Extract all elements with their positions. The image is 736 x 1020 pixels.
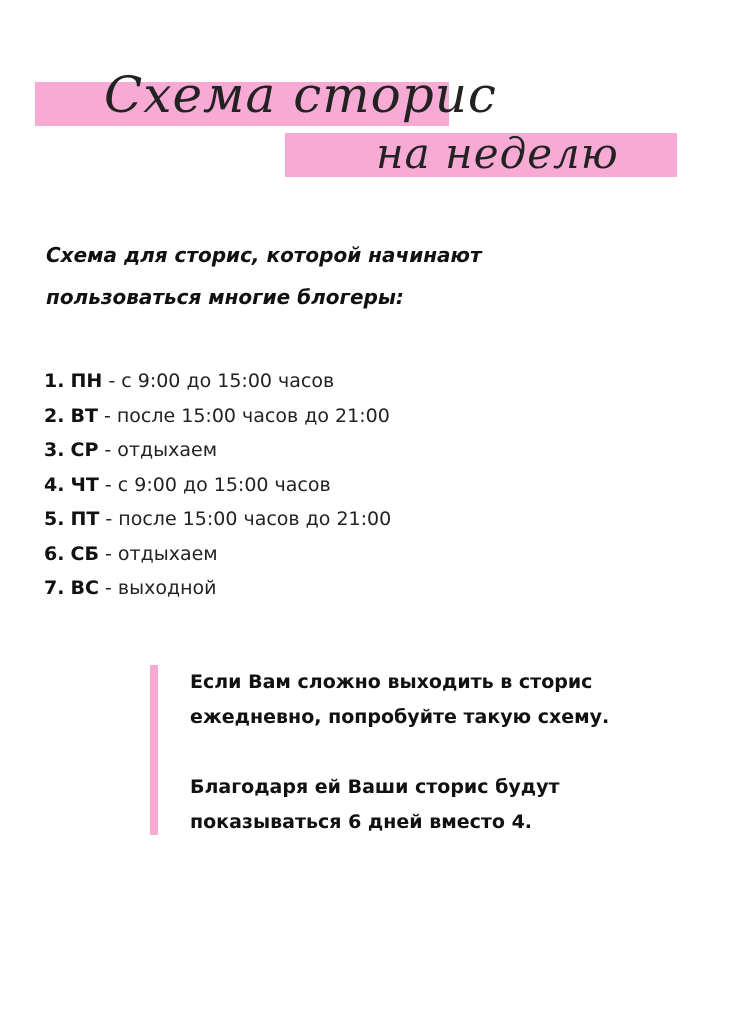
schedule-item-sun bbox=[44, 571, 391, 606]
callout-p2-line-1: Благодаря ей Ваши сторис будут bbox=[190, 776, 560, 798]
intro-heading bbox=[46, 234, 686, 318]
item-number: 3. bbox=[44, 439, 65, 461]
callout-paragraph-1 bbox=[190, 665, 710, 735]
item-description: - после 15:00 часов до 21:00 bbox=[97, 404, 390, 427]
item-description: - после 15:00 часов до 21:00 bbox=[99, 508, 392, 530]
schedule-item-sat bbox=[44, 537, 391, 572]
item-number: 2. bbox=[44, 404, 65, 427]
day-abbrev: ВС bbox=[70, 577, 99, 599]
item-number: 7. bbox=[44, 577, 65, 599]
item-number: 6. bbox=[44, 542, 65, 565]
weekly-schedule-list bbox=[44, 364, 391, 606]
callout-p1-line-2: ежедневно, попробуйте такую схему. bbox=[190, 706, 610, 728]
day-abbrev: ПН bbox=[70, 370, 103, 392]
day-abbrev: СР bbox=[70, 439, 99, 461]
item-description: - отдыхаем bbox=[98, 542, 218, 565]
item-description: - с 9:00 до 15:00 часов bbox=[102, 370, 335, 392]
schedule-item-fri bbox=[44, 502, 391, 537]
item-number: 4. bbox=[44, 473, 65, 496]
schedule-item-thu bbox=[44, 468, 391, 503]
day-abbrev: СБ bbox=[70, 542, 99, 565]
page-title-line-2: на неделю bbox=[376, 129, 619, 178]
day-abbrev: ЧТ bbox=[70, 473, 99, 496]
schedule-item-mon bbox=[44, 364, 391, 399]
item-description: - с 9:00 до 15:00 часов bbox=[98, 473, 331, 496]
schedule-item-wed bbox=[44, 433, 391, 468]
callout-note bbox=[190, 665, 710, 840]
intro-line-2: пользоваться многие блогеры: bbox=[46, 285, 404, 309]
item-number: 1. bbox=[44, 370, 65, 392]
item-description: - выходной bbox=[98, 577, 217, 599]
callout-paragraph-2 bbox=[190, 770, 710, 840]
intro-line-1: Схема для сторис, которой начинают bbox=[46, 243, 482, 267]
item-number: 5. bbox=[44, 508, 65, 530]
day-abbrev: ПТ bbox=[70, 508, 100, 530]
schedule-item-tue bbox=[44, 399, 391, 434]
callout-p1-line-1: Если Вам сложно выходить в сторис bbox=[190, 671, 593, 693]
day-abbrev: ВТ bbox=[70, 404, 98, 427]
callout-p2-line-2: показываться 6 дней вместо 4. bbox=[190, 811, 533, 833]
item-description: - отдыхаем bbox=[98, 439, 218, 461]
page-title-line-1: Схема сторис bbox=[104, 66, 497, 124]
callout-accent-bar bbox=[150, 665, 158, 835]
